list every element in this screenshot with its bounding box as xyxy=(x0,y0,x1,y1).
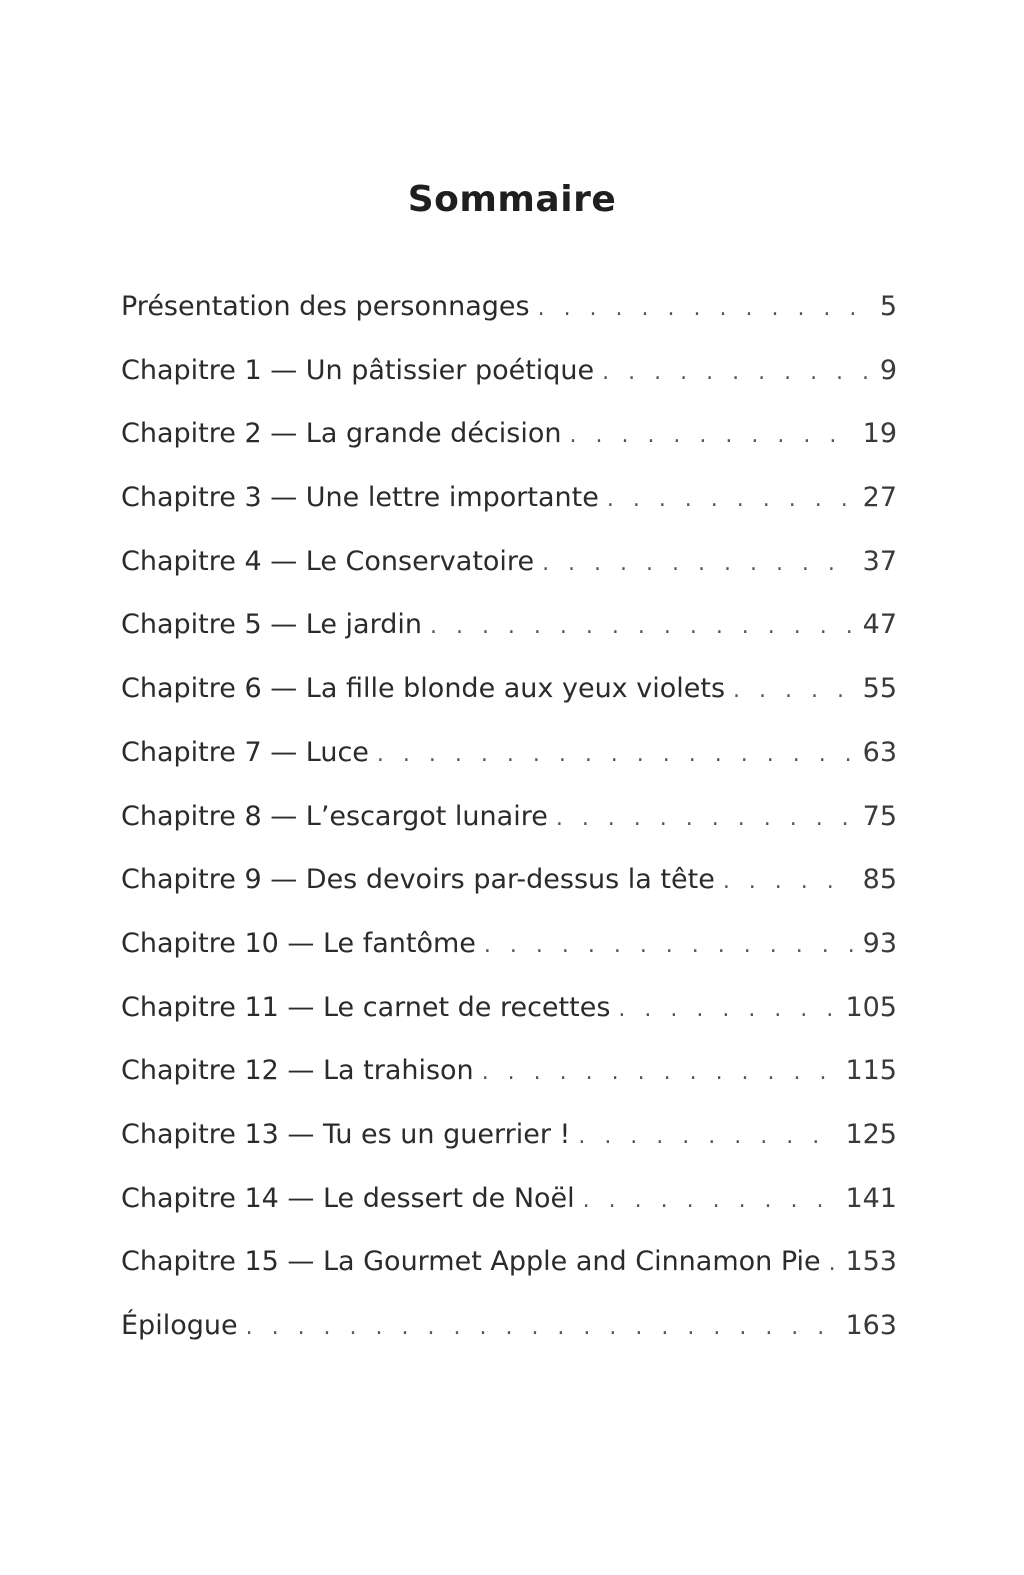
toc-entry-page: 37 xyxy=(862,545,897,577)
toc-entry-page: 85 xyxy=(862,864,897,896)
toc-entry-page: 75 xyxy=(862,800,897,832)
toc-entry-title: Chapitre 5 — Le jardin xyxy=(121,609,422,641)
toc-dot-leader xyxy=(246,1301,838,1355)
toc-entry-title: Chapitre 11 — Le carnet de recettes xyxy=(121,991,611,1023)
toc-entry-page: 163 xyxy=(845,1310,897,1341)
toc-entry-title: Présentation des personnages xyxy=(121,291,530,322)
toc-entry-title: Chapitre 3 — Une lettre importante xyxy=(121,482,599,514)
toc-entry xyxy=(121,917,897,981)
table-of-contents xyxy=(121,280,897,1359)
toc-entry xyxy=(121,535,897,599)
toc-dot-leader xyxy=(607,473,855,527)
toc-entry xyxy=(121,598,897,662)
toc-entry-page: 63 xyxy=(862,736,897,768)
toc-dot-leader xyxy=(430,600,855,654)
toc-entry-title: Chapitre 9 — Des devoirs par-dessus la tête xyxy=(121,864,715,896)
toc-dot-leader xyxy=(618,983,837,1037)
toc-entry xyxy=(121,662,897,726)
toc-entry-title: Chapitre 6 — La fille blonde aux yeux violets xyxy=(121,673,726,705)
toc-entry-page: 9 xyxy=(879,354,897,386)
toc-dot-leader xyxy=(484,919,855,973)
toc-entry-title: Chapitre 10 — Le fantôme xyxy=(121,927,476,959)
toc-entry-page: 47 xyxy=(862,609,897,641)
toc-dot-leader xyxy=(583,1174,838,1228)
toc-entry-title: Chapitre 15 — La Gourmet Apple and Cinnamon Pie xyxy=(121,1246,821,1278)
toc-entry xyxy=(121,1108,897,1172)
toc-entry xyxy=(121,981,897,1045)
toc-entry-page: 93 xyxy=(862,927,897,959)
toc-entry xyxy=(121,726,897,790)
toc-entry xyxy=(121,471,897,535)
toc-entry xyxy=(121,1172,897,1236)
toc-entry-page: 19 xyxy=(862,418,897,450)
toc-dot-leader xyxy=(377,728,855,782)
toc-entry-title: Chapitre 4 — Le Conservatoire xyxy=(121,545,535,577)
toc-dot-leader xyxy=(542,537,855,591)
toc-entry xyxy=(121,1044,897,1108)
toc-entry xyxy=(121,1299,897,1359)
page-title: Sommaire xyxy=(407,179,617,221)
toc-entry xyxy=(121,280,897,344)
toc-entry-title: Épilogue xyxy=(121,1310,238,1341)
toc-entry-title: Chapitre 12 — La trahison xyxy=(121,1055,474,1087)
toc-entry-title: Chapitre 14 — Le dessert de Noël xyxy=(121,1182,575,1214)
toc-entry xyxy=(121,853,897,917)
toc-entry-page: 105 xyxy=(845,991,897,1023)
toc-entry-page: 153 xyxy=(845,1246,897,1278)
toc-entry-page: 27 xyxy=(862,482,897,514)
toc-entry-page: 115 xyxy=(845,1055,897,1087)
toc-entry-title: Chapitre 7 — Luce xyxy=(121,736,369,768)
toc-entry xyxy=(121,407,897,471)
toc-dot-leader xyxy=(556,792,855,846)
toc-entry xyxy=(121,790,897,854)
toc-entry-page: 141 xyxy=(845,1182,897,1214)
toc-dot-leader xyxy=(538,282,872,336)
toc-entry-page: 125 xyxy=(845,1118,897,1150)
toc-entry-title: Chapitre 8 — L’escargot lunaire xyxy=(121,800,548,832)
toc-dot-leader xyxy=(602,346,872,400)
toc-dot-leader xyxy=(723,855,855,909)
toc-dot-leader xyxy=(482,1046,838,1100)
toc-entry xyxy=(121,344,897,408)
toc-entry-title: Chapitre 1 — Un pâtissier poétique xyxy=(121,354,595,386)
toc-entry xyxy=(121,1235,897,1299)
toc-dot-leader xyxy=(578,1110,837,1164)
toc-entry-page: 5 xyxy=(879,291,897,322)
toc-dot-leader xyxy=(733,664,855,718)
toc-entry-page: 55 xyxy=(862,673,897,705)
toc-dot-leader xyxy=(829,1237,838,1291)
toc-dot-leader xyxy=(569,409,854,463)
toc-entry-title: Chapitre 2 — La grande décision xyxy=(121,418,562,450)
toc-entry-title: Chapitre 13 — Tu es un guerrier ! xyxy=(121,1118,571,1150)
